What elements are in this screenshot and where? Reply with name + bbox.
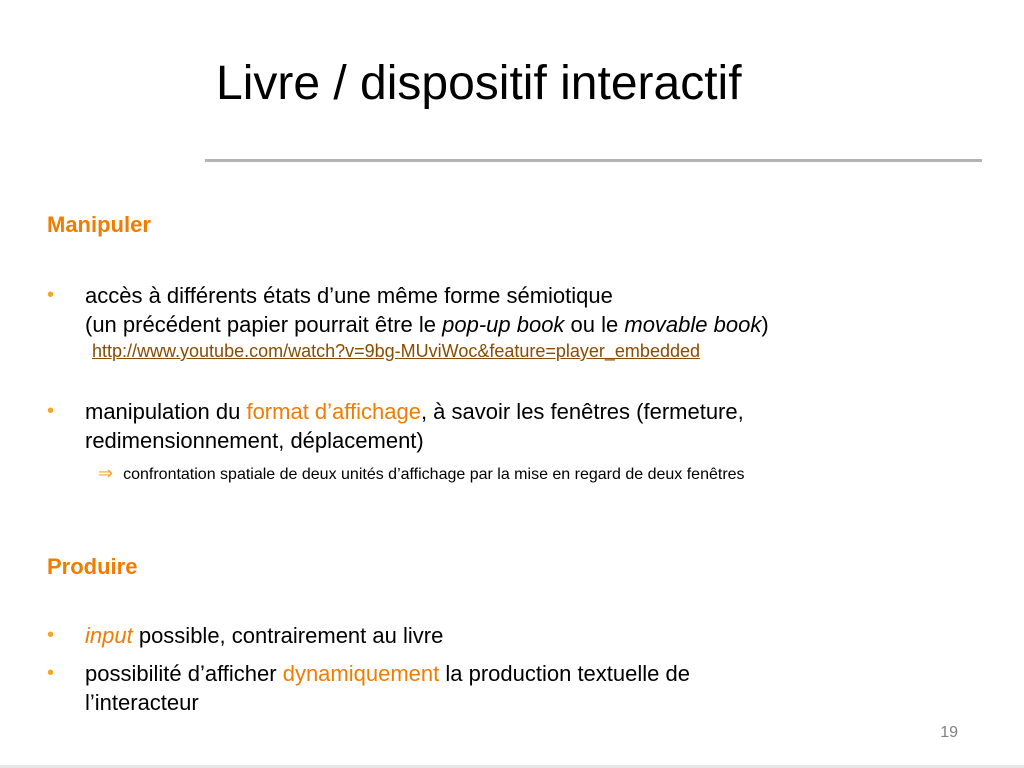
- youtube-link[interactable]: http://www.youtube.com/watch?v=9bg-MUviWoc&feature=player_embedded: [92, 341, 700, 361]
- bullet-line: [85, 310, 769, 339]
- sub-bullet-text: confrontation spatiale de deux unités d’affichage par la mise en regard de deux fenêtres: [123, 466, 745, 483]
- bullet-line: [85, 397, 744, 426]
- title-divider: [205, 159, 982, 162]
- arrow-icon: ⇒: [98, 463, 114, 483]
- italic-term: movable book: [624, 312, 762, 337]
- text-run: (un précédent papier pourrait être le: [85, 312, 443, 337]
- text-run: possibilité d’afficher: [85, 661, 283, 686]
- bullet-line: [85, 659, 690, 688]
- bullet-dot-icon: •: [47, 624, 55, 646]
- bullet-dot-icon: •: [47, 400, 55, 422]
- section-heading-produire: Produire: [47, 554, 138, 579]
- italic-term: input: [85, 623, 133, 648]
- bullet-line: accès à différents états d’une même forme sémiotique: [85, 283, 613, 308]
- bullet-text: [85, 621, 443, 650]
- bullet-text: [85, 281, 769, 339]
- bullet-dot-icon: •: [47, 284, 55, 306]
- text-run: , à savoir les fenêtres (fermeture,: [420, 399, 744, 424]
- sub-bullet: [98, 462, 745, 486]
- bullet-line: [85, 621, 443, 650]
- bullet-text: [85, 397, 744, 455]
- highlight-term: dynamiquement: [282, 661, 440, 686]
- bullet-text: [85, 659, 690, 717]
- highlight-term: format d’affichage: [246, 399, 421, 424]
- italic-term: pop-up book: [442, 312, 565, 337]
- bullet-line: l’interacteur: [85, 690, 199, 715]
- bullet-line: redimensionnement, déplacement): [85, 428, 424, 453]
- section-heading-manipuler: Manipuler: [47, 212, 151, 237]
- text-run: possible, contrairement au livre: [132, 623, 444, 648]
- slide-title: Livre / dispositif interactif: [216, 57, 742, 110]
- text-run: manipulation du: [85, 399, 247, 424]
- bullet-dot-icon: •: [47, 662, 55, 684]
- text-run: ): [761, 312, 769, 337]
- text-run: la production textuelle de: [439, 661, 690, 686]
- text-run: ou le: [564, 312, 625, 337]
- page-number: 19: [940, 724, 958, 741]
